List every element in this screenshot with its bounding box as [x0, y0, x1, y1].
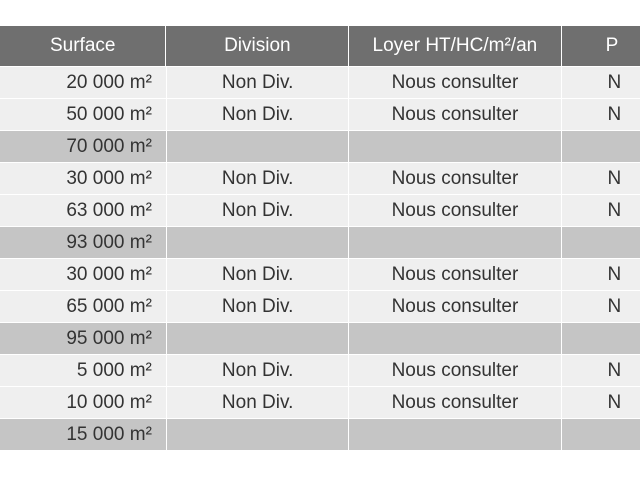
surface-cell: 30 000 m² — [0, 259, 167, 290]
division-cell: Non Div. — [167, 67, 350, 98]
loyer-cell — [349, 419, 561, 450]
table-header-row — [0, 26, 640, 66]
surface-cell: 15 000 m² — [0, 419, 167, 450]
loyer-cell: Nous consulter — [349, 195, 561, 226]
p-cell — [562, 323, 640, 354]
table-row — [0, 354, 640, 386]
surface-cell: 95 000 m² — [0, 323, 167, 354]
division-cell: Non Div. — [167, 291, 350, 322]
division-cell: Non Div. — [167, 259, 350, 290]
p-cell: N — [607, 199, 622, 221]
surface-cell: 5 000 m² — [0, 355, 167, 386]
p-cell — [562, 131, 640, 162]
surface-cell: 93 000 m² — [0, 227, 167, 258]
loyer-cell: Nous consulter — [349, 355, 561, 386]
division-cell — [167, 131, 350, 162]
division-cell — [167, 227, 350, 258]
loyer-cell: Nous consulter — [349, 387, 561, 418]
loyer-cell — [349, 227, 561, 258]
subtotal-row — [0, 130, 640, 162]
surface-cell: 20 000 m² — [0, 67, 167, 98]
p-cell: N — [607, 263, 622, 285]
surface-cell: 70 000 m² — [0, 131, 167, 162]
p-cell: N — [607, 391, 622, 413]
division-cell: Non Div. — [167, 355, 350, 386]
header-division: Division — [166, 26, 349, 66]
division-cell — [167, 419, 350, 450]
loyer-cell: Nous consulter — [349, 99, 561, 130]
table-row — [0, 98, 640, 130]
table-row — [0, 258, 640, 290]
loyer-cell — [349, 131, 561, 162]
surface-cell: 10 000 m² — [0, 387, 167, 418]
p-cell — [562, 227, 640, 258]
loyer-cell: Nous consulter — [349, 259, 561, 290]
p-cell: N — [607, 359, 622, 381]
p-cell — [562, 419, 640, 450]
p-cell: N — [607, 295, 622, 317]
division-cell: Non Div. — [167, 195, 350, 226]
table-body — [0, 66, 640, 450]
p-cell: N — [607, 167, 622, 189]
subtotal-row — [0, 418, 640, 450]
table-row — [0, 290, 640, 322]
p-cell: N — [607, 71, 622, 93]
header-surface: Surface — [0, 26, 166, 66]
table-row — [0, 66, 640, 98]
loyer-cell: Nous consulter — [349, 67, 561, 98]
loyer-cell: Nous consulter — [349, 163, 561, 194]
surface-cell: 30 000 m² — [0, 163, 167, 194]
surface-cell: 63 000 m² — [0, 195, 167, 226]
header-loyer: Loyer HT/HC/m²/an — [349, 26, 561, 66]
surface-cell: 50 000 m² — [0, 99, 167, 130]
division-cell: Non Div. — [167, 163, 350, 194]
table-row — [0, 386, 640, 418]
division-cell: Non Div. — [167, 99, 350, 130]
table-row — [0, 194, 640, 226]
surface-table — [0, 26, 640, 450]
subtotal-row — [0, 322, 640, 354]
p-cell: N — [607, 103, 622, 125]
division-cell — [167, 323, 350, 354]
table-row — [0, 162, 640, 194]
header-p: P — [605, 35, 619, 56]
division-cell: Non Div. — [167, 387, 350, 418]
loyer-cell — [349, 323, 561, 354]
subtotal-row — [0, 226, 640, 258]
surface-cell: 65 000 m² — [0, 291, 167, 322]
loyer-cell: Nous consulter — [349, 291, 561, 322]
